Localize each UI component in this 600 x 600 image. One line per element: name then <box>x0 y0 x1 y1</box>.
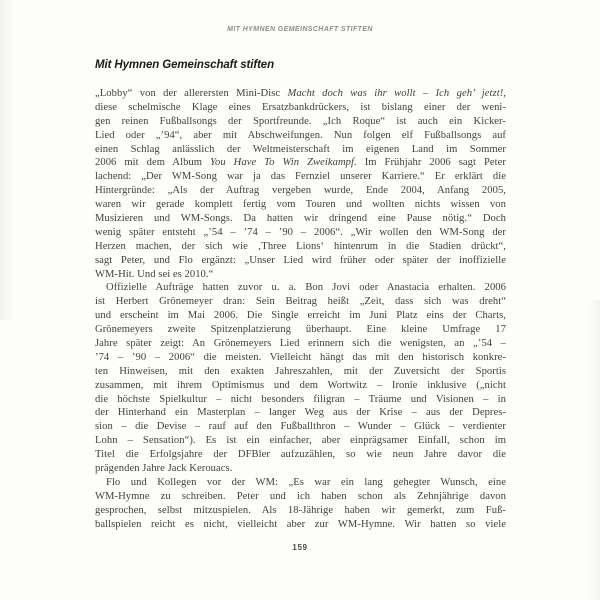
text-line: ’74 – ’90 – 2006“ die meisten. Vielleicht hängt das mit den historisch konkre- <box>95 351 506 363</box>
text-line: Herzen machen, der sich wie ‚Three Lions‘ hintenrum in die Stadien drückt“, <box>95 240 506 252</box>
scan-edge-left <box>0 0 14 320</box>
text-line: gesprochen, selbst mitzuspielen. Als 18-Jährige haben wir gemerkt, zum Fuß- <box>95 504 506 516</box>
text-line: „Lobby“ von der allerersten Mini-Disc Macht doch was ihr wollt – Ich geh’ jetzt!, <box>95 88 506 99</box>
text-line: sagt Peter, und Flo ergänzt: „Unser Lied wird früher oder später der inoffizielle <box>95 254 506 266</box>
text-line: die höchste Spielkultur – nicht besonders filigran – Träume und Visionen – in <box>95 393 506 405</box>
body-text <box>95 87 506 532</box>
text-line: Musizieren und WM-Songs. Da hatten wir dringend eine Pause nötig.“ Doch <box>95 213 506 225</box>
text-line: Offizielle Aufträge hatten zuvor u. a. Bon Jovi oder Anastacia erhalten. 2006 <box>106 282 506 294</box>
scan-edge-right <box>588 300 600 600</box>
text-line: Hintergründe: „Als der Auftrag vergeben wurde, Ende 2004, Anfang 2005, <box>95 185 506 197</box>
page-number: 159 <box>292 543 308 552</box>
text-line: Titel die Erfolgsjahre der DFBler aufzuzählen, so wie neun Jahre davor die <box>95 449 506 461</box>
text-line: Jahre später zeigt: An Grönemeyers Lied erinnern sich die wenigsten, an „’54 – <box>95 338 506 350</box>
text-line: Lohn – Sensation“). Es ist ein einfacher, aber einprägsamer Einfall, schon im <box>95 435 506 447</box>
chapter-heading: Mit Hymnen Gemeinschaft stiften <box>95 59 275 71</box>
text-line: WM-Hit. Und sei es 2010.“ <box>95 268 214 280</box>
text-line: gen reinen Fußballsongs der Sportfreunde. „Ich Roque“ ist auch ein Kicker- <box>95 115 506 127</box>
text-line: waren wir gerade komplett fertig vom Touren und wollten nichts wissen von <box>95 199 506 211</box>
text-line: wenig später entsteht „’54 – ’74 – ’90 – 2006“. „Wir wollen den WM-Song der <box>95 226 506 238</box>
text-line: WM-Hymne zu schreiben. Peter und ich haben schon als Zehnjährige davon <box>95 490 506 502</box>
text-line: Grönemeyers zweite Spitzenplatzierung überhaupt. Eine kleine Umfrage 17 <box>95 324 506 336</box>
text-line: sion – die Devise – rauf auf den Fußballthron – Wunder – Glück – verdienter <box>95 421 506 433</box>
text-line: Lied oder „’94“, aber mit Abschweifungen. Nun folgen elf Fußballsongs auf <box>95 129 506 141</box>
text-line: ten Hinweisen, mit den exakten Jahreszahlen, mit der Zuversicht der Sportis <box>95 365 506 377</box>
text-line: ballspielen reicht es nicht, vielleicht aber zur WM-Hymne. Wir hatten so viele <box>95 518 506 530</box>
text-line: der Hinterhand ein Masterplan – langer Weg aus der Krise – aus der Depres- <box>95 407 506 419</box>
text-line: 2006 mit dem Album You Have To Win Zweikampf. Im Frühjahr 2006 sagt Peter <box>95 157 506 169</box>
running-header: MIT HYMNEN GEMEINSCHAFT STIFTEN <box>227 26 373 33</box>
text-line: Flo und Kollegen vor der WM: „Es war ein lang gehegter Wunsch, eine <box>106 476 506 488</box>
text-line: diese schelmische Klage eines Ersatzbankdrückers, ist bislang einer der weni- <box>95 101 506 113</box>
text-line: lachend: „Der WM-Song war ja das Fernziel unserer Karriere.“ Er erklärt die <box>95 171 506 183</box>
text-line: einen Schlag anlässlich der Weltmeisterschaft im eigenen Land im Sommer <box>95 143 506 155</box>
text-line: ist Herbert Grönemeyer dran: Sein Beitrag heißt „Zeit, dass sich was dreht“ <box>95 296 506 308</box>
text-line: prägenden Jahre Jack Kerouacs. <box>95 463 233 475</box>
text-line: und erscheint im Mai 2006. Die Single erreicht im Juni Platz eins der Charts, <box>95 310 506 322</box>
text-line: zusammen, mit ihrem Optimismus und dem Wortwitz – Ironie inklusive („nicht <box>95 379 506 391</box>
